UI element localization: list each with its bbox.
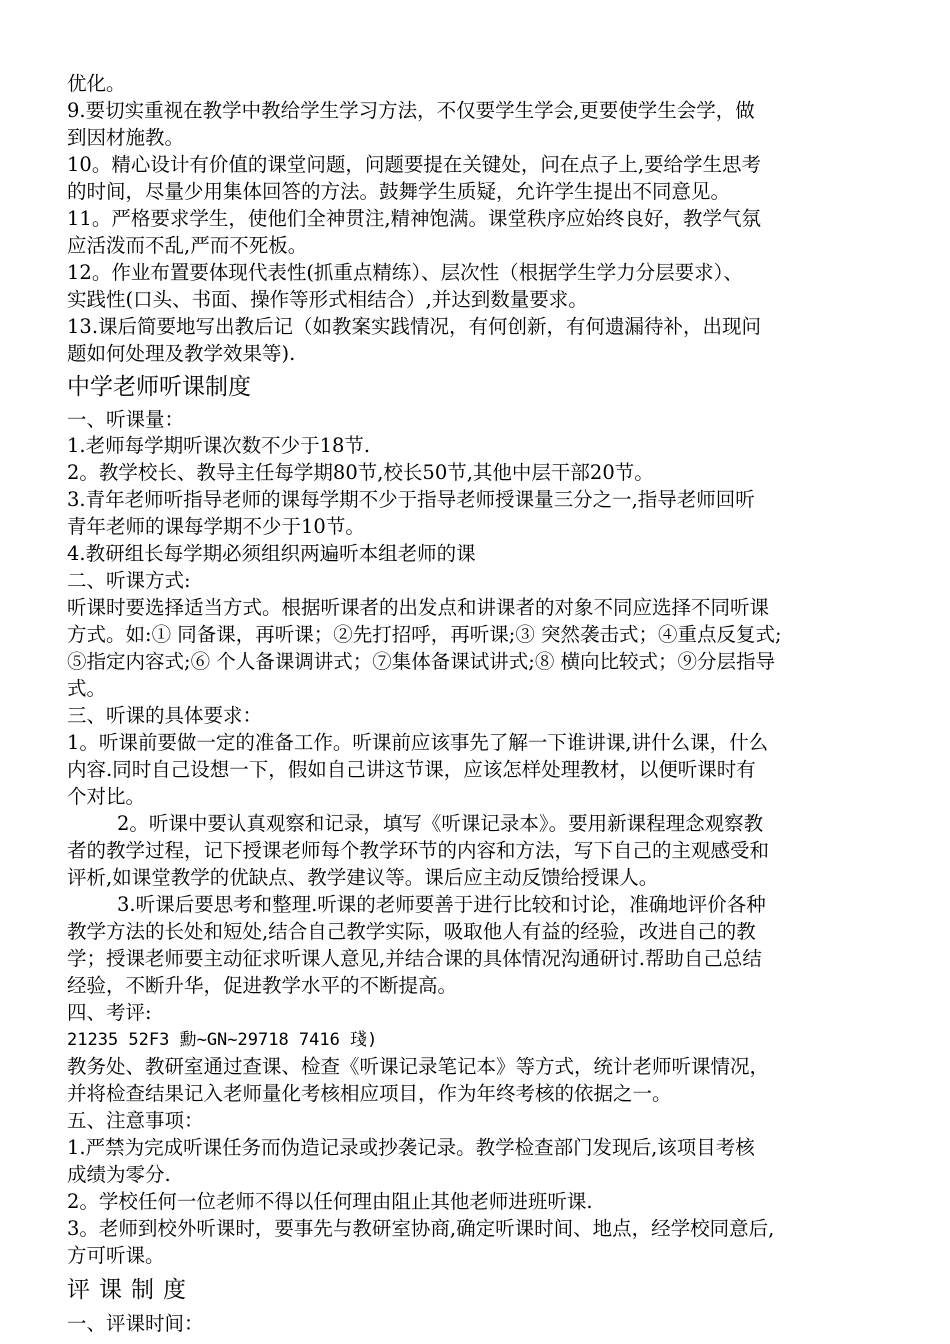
text-line: 青年老师的课每学期不少于10节。 [67,515,365,538]
text-line: 3.青年老师听指导老师的课每学期不少于指导老师授课量三分之一,指导老师回听 [67,488,755,511]
text-line: 内容.同时自己设想一下，假如自己讲这节课，应该怎样处理教材，以便听课时有 [67,758,756,781]
text-line: 1.严禁为完成听课任务而伪造记录或抄袭记录。教学检查部门发现后,该项目考核 [67,1136,755,1159]
text-line: 4.教研组长每学期必须组织两遍听本组老师的课 [67,542,476,565]
text-line: 教学方法的长处和短处,结合自己教学实际，吸取他人有益的经验，改进自己的教 [67,920,756,943]
text-line: 成绩为零分. [67,1163,171,1186]
text-line: 教务处、教研室通过查课、检查《听课记录笔记本》等方式，统计老师听课情况， [67,1055,770,1078]
text-line: 2。听课中要认真观察和记录，填写《听课记录本》。要用新课程理念观察教 [117,812,764,835]
text-line: 应活泼而不乱,严而不死板。 [67,234,308,257]
text-line: ⑤指定内容式;⑥ 个人备课调讲式；⑦集体备课试讲式;⑧ 横向比较式；⑨分层指导 [67,650,776,673]
text-line: 四、考评: [67,1001,152,1024]
text-line: 一、评课时间： [67,1312,204,1335]
text-line: 评析,如课堂教学的优缺点、教学建议等。课后应主动反馈给授课人。 [67,866,659,889]
text-line: 3.听课后要思考和整理.听课的老师要善于进行比较和讨论，准确地评价各种 [117,893,766,916]
text-line: 方可听课。 [67,1244,165,1267]
text-line: 者的教学过程，记下授课老师每个教学环节的内容和方法，写下自己的主观感受和 [67,839,770,862]
text-line: 题如何处理及教学效果等). [67,342,296,365]
text-line: 并将检查结果记入老师量化考核相应项目，作为年终考核的依据之一。 [67,1082,672,1105]
text-line: 个对比。 [67,785,146,808]
text-line: 实践性(口头、书面、操作等形式相结合）,并达到数量要求。 [67,288,588,311]
text-line: 一、听课量： [67,408,185,431]
text-line: 到因材施教。 [67,126,185,149]
text-line: 2。教学校长、教导主任每学期80节,校长50节,其他中层干部20节。 [67,461,654,484]
text-line: 12。作业布置要体现代表性(抓重点精练）、层次性（根据学生学力分层要求）、 [67,261,743,284]
text-line: 13.课后简要地写出教后记（如教案实践情况，有何创新，有何遗漏待补，出现问 [67,315,762,338]
text-line: 经验，不断升华，促进教学水平的不断提高。 [67,974,458,997]
text-line: 2。学校任何一位老师不得以任何理由阻止其他老师进班听课. [67,1190,593,1213]
text-line: 1.老师每学期听课次数不少于18节. [67,434,371,457]
text-line: 3。老师到校外听课时，要事先与教研室协商,确定听课时间、地点，经学校同意后, [67,1217,775,1240]
section-heading: 评课制度 [67,1277,195,1303]
text-line: 方式。如:① 同备课，再听课；②先打招呼，再听课;③ 突然袭击式；④重点反复式; [67,623,782,646]
text-line: 1。听课前要做一定的准备工作。听课前应该事先了解一下谁讲课,讲什么课，什么 [67,731,769,754]
text-line: 二、听课方式: [67,569,191,592]
text-line: 的时间，尽量少用集体回答的方法。鼓舞学生质疑，允许学生提出不同意见。 [67,180,731,203]
text-line: 学；授课老师要主动征求听课人意见,并结合课的具体情况沟通研讨.帮助自己总结 [67,947,762,970]
text-line: 听课时要选择适当方式。根据听课者的出发点和讲课者的对象不同应选择不同听课 [67,596,770,619]
text-line: 9.要切实重视在教学中教给学生学习方法，不仅要学生学会,更要使学生会学，做 [67,99,755,122]
text-line: 三、听课的具体要求： [67,704,263,727]
text-line: 式。 [67,677,107,700]
code-line: 21235 52F3 勳~GN~29718 7416 琖) [67,1030,378,1050]
text-line: 11。严格要求学生，使他们全神贯注,精神饱满。课堂秩序应始终良好，教学气氛 [67,207,762,230]
text-line: 优化。 [67,72,126,95]
text-line: 五、注意事项： [67,1109,204,1132]
section-heading: 中学老师听课制度 [67,374,251,400]
text-line: 10。精心设计有价值的课堂问题，问题要提在关键处，问在点子上,要给学生思考 [67,153,762,176]
